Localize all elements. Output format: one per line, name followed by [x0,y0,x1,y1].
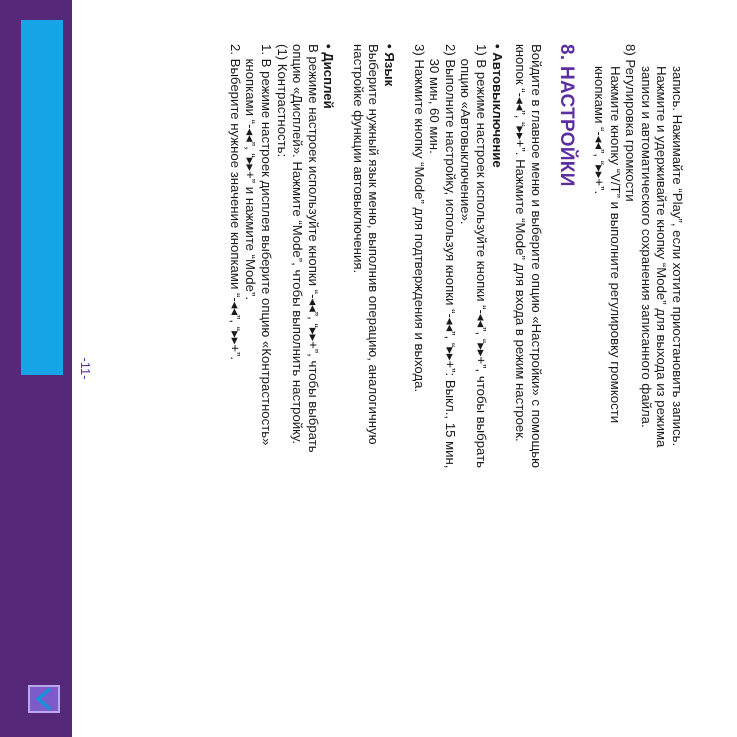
language-text [350,44,381,684]
text-line: опцию «Автовыключение». [458,44,474,225]
recording-text [638,44,685,684]
autooff-heading: • Автовыключение [489,44,505,168]
page-number: -11- [78,357,93,380]
text-line: 3) Нажмите кнопку “Mode” для подтверждения и выхода. [411,44,427,393]
text-line: Выберите нужный язык меню, выполнив операцию, аналогичную [366,44,382,445]
text-line: 2. Выберите нужное значение кнопками “-◂◂”, “▸▸+”. [227,44,243,361]
display-text [227,44,321,684]
text-line: кнопками “-◂◂”, “▸▸+”. [592,66,608,195]
text-line: кнопками “-◂◂”, “▸▸+” и нажмите “Mode”. [243,44,259,301]
text-line: Нажмите кнопку “V/T” и выполните регулировку громкости [607,66,623,424]
volume-text [591,44,622,684]
text-line: записи и автоматического сохранения записанного файла. [638,66,654,428]
footer-band [0,0,72,737]
autooff-steps [411,44,489,684]
text-line: опцию «Дисплей». Нажмите “Mode”, чтобы выполнить настройку. [290,44,306,444]
text-line: 2) Выполните настройку, используя кнопки “-◂◂”, “▸▸+”: Выкл., 15 мин, [442,44,458,469]
volume-item-title: 8) Регулировка громкости [623,44,639,202]
text-line: Нажмите и удерживайте кнопку “Mode” для выхода из режима [654,66,670,448]
text-line: В режиме настроек используйте кнопки “-◂◂”, “▸▸+”, чтобы выбрать [305,44,321,453]
page-content [227,44,685,684]
text-line: 1. В режиме настроек дисплея выберите опцию «Контрастность» [258,44,274,446]
text-line: кнопок “-◂◂”, “▸▸+”. Нажмите “Mode” для входа в режим настроек. [513,44,529,442]
text-line: 30 мин, 60 мин. [427,44,443,154]
text-line: 1) В режиме настроек используйте кнопки “-◂◂”, “▸▸+”, чтобы выбрать [474,44,490,469]
text-line: запись. Нажимайте “Play”, если хотите приостановить запись. [670,66,685,447]
section-title: 8. НАСТРОЙКИ [556,44,578,187]
v-chevron-logo-icon [21,678,65,718]
text-line: настройке функции автовыключения. [350,44,366,274]
language-heading: • Язык [382,44,398,87]
text-line: Войдите в главное меню и выберите опцию «Настройки» с помощью [528,44,544,469]
text-line: (1) Контрастность: [274,44,290,158]
display-heading: • Дисплей [321,44,337,109]
settings-intro [513,44,544,684]
footer-highlight-box [21,20,63,375]
